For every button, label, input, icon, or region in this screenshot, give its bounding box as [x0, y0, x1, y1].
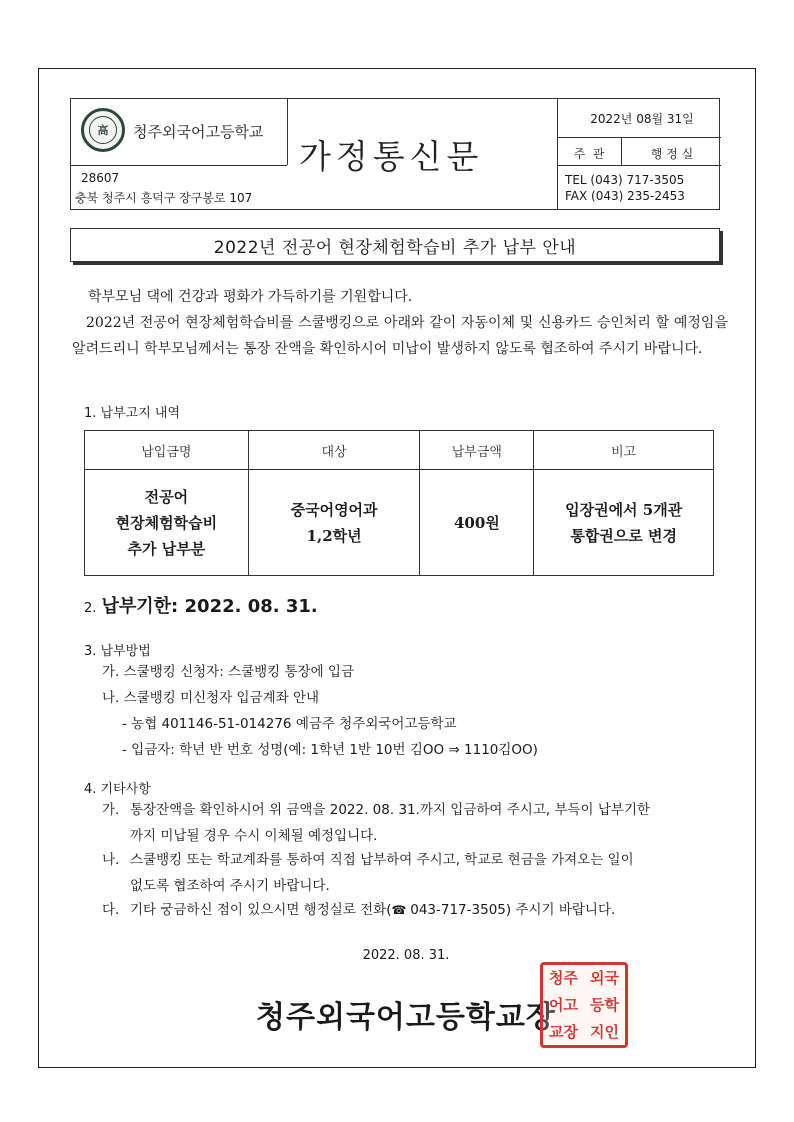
school-logo-mark: 高: [89, 116, 117, 144]
note-c-label: 다.: [102, 902, 120, 918]
fax: FAX (043) 235-2453: [565, 189, 685, 203]
fee-table-header: [85, 431, 714, 470]
telephone: TEL (043) 717-3505: [565, 173, 685, 187]
stamp-char: 청주: [549, 969, 578, 988]
principal-signature: 청주외국어고등학교장: [256, 1000, 556, 1035]
note-line: 통합권으로 변경: [570, 526, 677, 545]
letterhead: [70, 98, 720, 210]
notice-title: 2022년 전공어 현장체험학습비 추가 납부 안내: [70, 228, 720, 262]
issue-date: 2022년 08월 31일: [590, 112, 694, 126]
note-b-label: 나.: [102, 852, 120, 868]
target-line: 중국어영어과: [290, 500, 378, 519]
document-title: 가정통신문: [299, 137, 484, 176]
phone-icon: ☎: [391, 903, 411, 917]
stamp-char: 외국: [590, 969, 619, 988]
section2-number: 2.: [84, 601, 97, 616]
school-logo: [81, 108, 125, 152]
stamp-char: 교장: [549, 1022, 578, 1041]
cell-note: [534, 470, 714, 576]
note-c-line: [130, 898, 615, 922]
header-fee-name: 납입금명: [85, 431, 249, 470]
payment-method-a: 가. 스쿨뱅킹 신청자: 스쿨뱅킹 통장에 입금: [102, 664, 354, 680]
stamp-char: 어고: [549, 995, 578, 1014]
intro-greeting: 학부모님 댁에 건강과 평화가 가득하기를 기원합니다.: [88, 289, 413, 305]
fee-table: [84, 430, 714, 576]
note-a-label: 가.: [102, 802, 120, 818]
cell-fee-name: [85, 470, 249, 576]
header-note: 비고: [534, 431, 714, 470]
section2: [84, 592, 318, 618]
bank-account-info: - 농협 401146-51-014276 예금주 청주외국어고등학교: [122, 716, 457, 732]
header-amount: 납부금액: [420, 431, 534, 470]
depositor-format: - 입금자: 학년 반 번호 성명(예: 1학년 1반 10번 김OO ⇒ 1110김OO): [122, 742, 538, 758]
official-seal-stamp: [540, 962, 628, 1048]
section4-title: 4. 기타사항: [84, 782, 151, 797]
note-line: 입장권에서 5개관: [565, 500, 683, 519]
stamp-char: 등학: [590, 995, 619, 1014]
stamp-char: 지인: [590, 1022, 619, 1041]
header-target: 대상: [248, 431, 420, 470]
closing-date: 2022. 08. 31.: [362, 948, 450, 963]
section3-title: 3. 납부방법: [84, 644, 151, 659]
table-row: [85, 470, 714, 576]
payment-deadline: 납부기한: 2022. 08. 31.: [101, 596, 318, 617]
intro-body: 2022년 전공어 현장체험학습비를 스쿨뱅킹으로 아래와 같이 자동이체 및 신용카드 승인처리 할 예정임을 알려드리니 학부모님께서는 통장 잔액을 확인하시어 미납이 발생하지 않도록 협조하여 주시기 바랍니다.: [72, 315, 728, 357]
cell-amount: 400원: [420, 470, 534, 576]
school-name: 청주외국어고등학교: [133, 123, 264, 141]
note-a-line1: 통장잔액을 확인하시어 위 금액을 2022. 08. 31.까지 입금하여 주시고, 부득이 납부기한: [130, 802, 651, 818]
fee-name-line: 현장체험학습비: [115, 513, 218, 532]
note-b-line1: 스쿨뱅킹 또는 학교계좌를 통하여 직접 납부하여 주시고, 학교로 현금을 가져오는 일이: [130, 852, 634, 868]
note-c-text: 기타 궁금하신 점이 있으시면 행정실로 전화(: [130, 902, 392, 918]
note-a-line2: 까지 미납될 경우 수시 이체될 예정입니다.: [130, 828, 378, 844]
payment-method-b: 나. 스쿨뱅킹 미신청자 입금계좌 안내: [102, 690, 320, 706]
address: 충북 청주시 흥덕구 장구봉로 107: [75, 191, 253, 205]
fee-name-line: 전공어: [144, 487, 189, 506]
note-b-line2: 없도록 협조하여 주시기 바랍니다.: [130, 878, 330, 894]
fee-name-line: 추가 납부분: [127, 539, 206, 558]
cell-target: [248, 470, 420, 576]
manage-label: 주 관: [573, 147, 605, 161]
target-line: 1,2학년: [306, 526, 362, 545]
manage-value: 행 정 실: [650, 147, 694, 161]
section1-title: 1. 납부고지 내역: [84, 406, 181, 421]
postal-code: 28607: [81, 171, 120, 185]
phone-number: 043-717-3505) 주시기 바랍니다.: [410, 902, 616, 918]
